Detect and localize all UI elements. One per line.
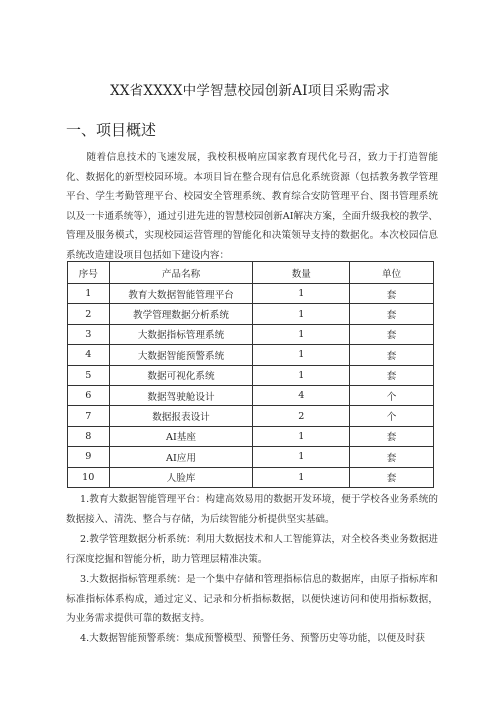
cell-index: 2 — [68, 304, 110, 324]
cell-quantity: 1 — [253, 345, 350, 365]
cell-product: 大数据智能预警系统 — [109, 345, 253, 365]
table-row — [68, 447, 434, 467]
cell-quantity: 1 — [253, 324, 350, 344]
column-header-quantity: 数量 — [253, 262, 350, 284]
section-heading: 一、项目概述 — [66, 121, 157, 139]
cell-index: 6 — [68, 385, 110, 405]
cell-unit: 套 — [350, 365, 434, 385]
cell-unit: 个 — [350, 385, 434, 405]
cell-quantity: 4 — [253, 385, 350, 405]
column-header-unit: 单位 — [350, 262, 434, 284]
cell-product: 人脸库 — [109, 467, 253, 487]
cell-unit: 套 — [350, 345, 434, 365]
description-text: 3.大数据指标管理系统：是一个集中存储和管理指标信息的数据库，由原子指标库和标准指标体系构成，通过定义、记录和分析指标数据，以便快速访问和使用指标数据，为业务需求提供可靠的数据支持。 — [66, 574, 438, 624]
table-row — [68, 426, 434, 446]
cell-unit: 套 — [350, 447, 434, 467]
cell-index: 7 — [68, 406, 110, 426]
cell-product: 教学管理数据分析系统 — [109, 304, 253, 324]
cell-index: 1 — [68, 284, 110, 304]
table-row — [68, 345, 434, 365]
table-row — [68, 406, 434, 426]
cell-quantity: 1 — [253, 365, 350, 385]
cell-unit: 套 — [350, 426, 434, 446]
cell-product: AI基座 — [109, 426, 253, 446]
table-row — [68, 304, 434, 324]
cell-quantity: 1 — [253, 467, 350, 487]
cell-quantity: 1 — [253, 447, 350, 467]
table-row — [68, 324, 434, 344]
intro-paragraph — [66, 148, 438, 265]
cell-index: 10 — [68, 467, 110, 487]
cell-unit: 个 — [350, 406, 434, 426]
table-row — [68, 385, 434, 405]
cell-product: 大数据指标管理系统 — [109, 324, 253, 344]
description-item — [66, 629, 438, 649]
cell-product: 教育大数据智能管理平台 — [109, 284, 253, 304]
description-text: 4.大数据智能预警系统：集成预警模型、预警任务、预警历史等功能，以便及时获 — [80, 633, 425, 644]
cell-quantity: 1 — [253, 284, 350, 304]
column-header-index: 序号 — [68, 262, 110, 284]
table-header-row — [68, 262, 434, 284]
column-header-product: 产品名称 — [109, 262, 253, 284]
cell-quantity: 1 — [253, 304, 350, 324]
description-item — [66, 570, 438, 629]
cell-product: 数据驾驶舱设计 — [109, 385, 253, 405]
description-text: 2.教学管理数据分析系统：利用大数据技术和人工智能算法，对全校各类业务数据进行深度挖掘和智能分析，助力管理层精准决策。 — [66, 534, 438, 565]
cell-product: AI应用 — [109, 447, 253, 467]
cell-unit: 套 — [350, 467, 434, 487]
cell-product: 数据报表设计 — [109, 406, 253, 426]
cell-unit: 套 — [350, 284, 434, 304]
description-text: 1.教育大数据智能管理平台：构建高效易用的数据开发环境，便于学校各业务系统的数据接入、清洗、整合与存储，为后续智能分析提供坚实基础。 — [66, 494, 438, 525]
cell-product: 数据可视化系统 — [109, 365, 253, 385]
description-item — [66, 530, 438, 569]
cell-index: 3 — [68, 324, 110, 344]
cell-unit: 套 — [350, 324, 434, 344]
cell-index: 8 — [68, 426, 110, 446]
cell-quantity: 2 — [253, 406, 350, 426]
intro-text: 随着信息技术的飞速发展，我校积极响应国家教育现代化号召，致力于打造智能化、数据化的新型校园环境。本项目旨在整合现有信息化系统资源（包括教务教学管理平台、学生考勤管理平台、校园安全管理系统、教育综合安防管理平台、图书管理系统以及一卡通系统等），通过引进先进的智慧校园创新AI解决方案，全面升级我校的教学、管理及服务模式，实现校园运营管理的智能化和决策领导支持的数据化。本次校园信息系统改造建设项目包括如下建设内容： — [66, 152, 438, 261]
cell-index: 9 — [68, 447, 110, 467]
procurement-table — [67, 261, 434, 488]
table-row — [68, 365, 434, 385]
document-title: XX省XXXX中学智慧校园创新AI项目采购需求 — [110, 83, 390, 99]
cell-index: 5 — [68, 365, 110, 385]
cell-unit: 套 — [350, 304, 434, 324]
cell-quantity: 1 — [253, 426, 350, 446]
table-row — [68, 284, 434, 304]
table-row — [68, 467, 434, 487]
cell-index: 4 — [68, 345, 110, 365]
description-item — [66, 490, 438, 529]
